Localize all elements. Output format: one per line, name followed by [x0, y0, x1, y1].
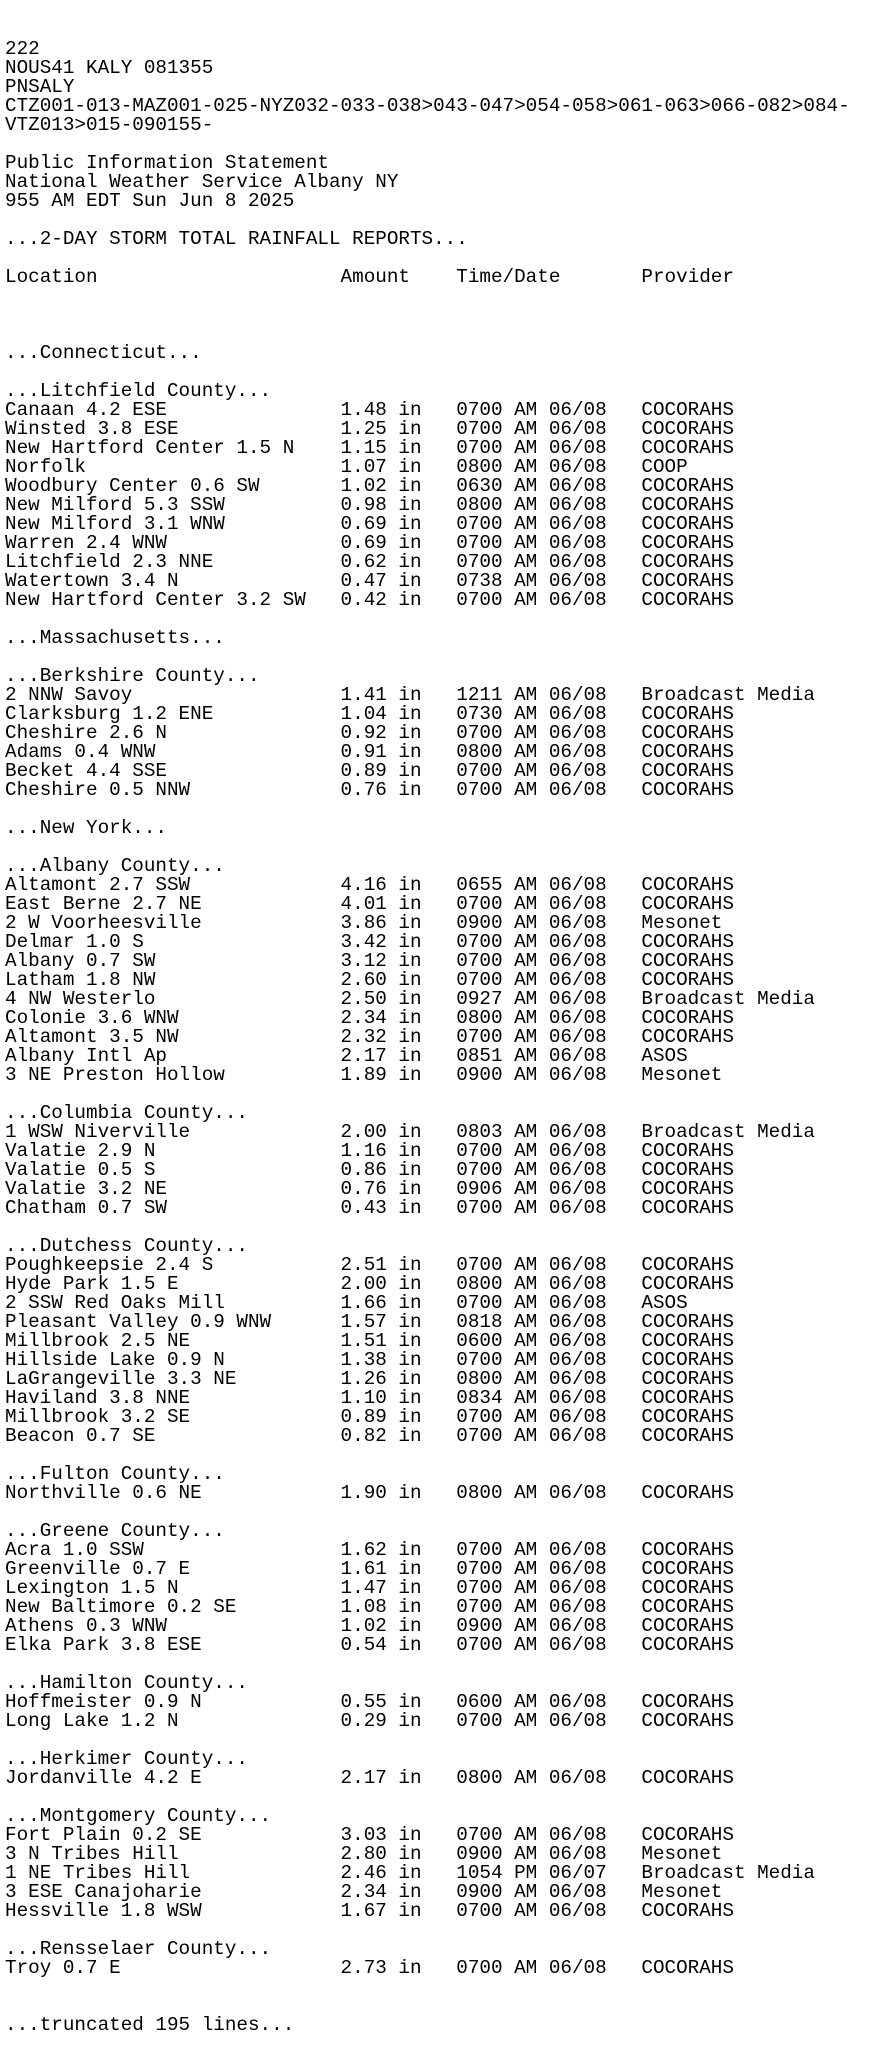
report-row: Adams 0.4 WNW 0.91 in 0800 AM 06/08 COCORAHS	[5, 741, 734, 763]
report-row: Lexington 1.5 N 1.47 in 0700 AM 06/08 COCORAHS	[5, 1577, 734, 1599]
report-row: New Hartford Center 1.5 N 1.15 in 0700 AM 06/08 COCORAHS	[5, 437, 734, 459]
report-row: Latham 1.8 NW 2.60 in 0700 AM 06/08 COCORAHS	[5, 969, 734, 991]
report-title: ...2-DAY STORM TOTAL RAINFALL REPORTS...	[5, 228, 468, 250]
county-heading: ...Albany County...	[5, 855, 225, 877]
blank-line	[5, 287, 850, 306]
report-row: Hessville 1.8 WSW 1.67 in 0700 AM 06/08 COCORAHS	[5, 1900, 734, 1922]
report-row: Beacon 0.7 SE 0.82 in 0700 AM 06/08 COCORAHS	[5, 1425, 734, 1447]
report-row: Albany 0.7 SW 3.12 in 0700 AM 06/08 COCORAHS	[5, 950, 734, 972]
truncation-note: ...truncated 195 lines...	[5, 2014, 295, 2036]
report-row: 1 WSW Niverville 2.00 in 0803 AM 06/08 Broadcast Media	[5, 1121, 815, 1143]
report-row: Delmar 1.0 S 3.42 in 0700 AM 06/08 COCORAHS	[5, 931, 734, 953]
county-heading: ...Dutchess County...	[5, 1235, 248, 1257]
report-row: Valatie 2.9 N 1.16 in 0700 AM 06/08 COCORAHS	[5, 1140, 734, 1162]
header-line: National Weather Service Albany NY	[5, 171, 399, 193]
header-line: Public Information Statement	[5, 152, 329, 174]
report-row: Hillside Lake 0.9 N 1.38 in 0700 AM 06/08 COCORAHS	[5, 1349, 734, 1371]
report-row: Watertown 3.4 N 0.47 in 0738 AM 06/08 COCORAHS	[5, 570, 734, 592]
report-row: Millbrook 3.2 SE 0.89 in 0700 AM 06/08 COCORAHS	[5, 1406, 734, 1428]
header-line: PNSALY	[5, 76, 75, 98]
report-row: 4 NW Westerlo 2.50 in 0927 AM 06/08 Broadcast Media	[5, 988, 815, 1010]
county-heading: ...Fulton County...	[5, 1463, 225, 1485]
report-row: Becket 4.4 SSE 0.89 in 0700 AM 06/08 COCORAHS	[5, 760, 734, 782]
county-heading: ...Berkshire County...	[5, 665, 260, 687]
column-headers: Location Amount Time/Date Provider	[5, 266, 734, 288]
report-row: Clarksburg 1.2 ENE 1.04 in 0730 AM 06/08 COCORAHS	[5, 703, 734, 725]
report-row: Athens 0.3 WNW 1.02 in 0900 AM 06/08 COCORAHS	[5, 1615, 734, 1637]
report-row: 2 W Voorheesville 3.86 in 0900 AM 06/08 Mesonet	[5, 912, 723, 934]
report-row: Acra 1.0 SSW 1.62 in 0700 AM 06/08 COCORAHS	[5, 1539, 734, 1561]
report-row: Cheshire 0.5 NNW 0.76 in 0700 AM 06/08 COCORAHS	[5, 779, 734, 801]
report-row: Fort Plain 0.2 SE 3.03 in 0700 AM 06/08 COCORAHS	[5, 1824, 734, 1846]
report-row: LaGrangeville 3.3 NE 1.26 in 0800 AM 06/08 COCORAHS	[5, 1368, 734, 1390]
report-row: Norfolk 1.07 in 0800 AM 06/08 COOP	[5, 456, 688, 478]
report-row: Valatie 3.2 NE 0.76 in 0906 AM 06/08 COCORAHS	[5, 1178, 734, 1200]
report-row: Albany Intl Ap 2.17 in 0851 AM 06/08 ASOS	[5, 1045, 688, 1067]
report-row: New Baltimore 0.2 SE 1.08 in 0700 AM 06/08 COCORAHS	[5, 1596, 734, 1618]
header-line: 955 AM EDT Sun Jun 8 2025	[5, 190, 295, 212]
report-row: Haviland 3.8 NNE 1.10 in 0834 AM 06/08 COCORAHS	[5, 1387, 734, 1409]
header-line: VTZ013>015-090155-	[5, 114, 214, 136]
report-row: East Berne 2.7 NE 4.01 in 0700 AM 06/08 COCORAHS	[5, 893, 734, 915]
report-row: Hoffmeister 0.9 N 0.55 in 0600 AM 06/08 COCORAHS	[5, 1691, 734, 1713]
state-heading: ...Massachusetts...	[5, 627, 225, 649]
county-heading: ...Hamilton County...	[5, 1672, 248, 1694]
header-line: 222	[5, 38, 40, 60]
header-line: NOUS41 KALY 081355	[5, 57, 214, 79]
report-row: Elka Park 3.8 ESE 0.54 in 0700 AM 06/08 COCORAHS	[5, 1634, 734, 1656]
rainfall-report-document	[5, 2, 850, 2054]
report-row: New Milford 3.1 WNW 0.69 in 0700 AM 06/08 COCORAHS	[5, 513, 734, 535]
report-row: Canaan 4.2 ESE 1.48 in 0700 AM 06/08 COCORAHS	[5, 399, 734, 421]
report-row: New Milford 5.3 SSW 0.98 in 0800 AM 06/08 COCORAHS	[5, 494, 734, 516]
report-row: Pleasant Valley 0.9 WNW 1.57 in 0818 AM 06/08 COCORAHS	[5, 1311, 734, 1333]
rainfall-report-table	[5, 344, 850, 1978]
report-row: Warren 2.4 WNW 0.69 in 0700 AM 06/08 COCORAHS	[5, 532, 734, 554]
report-row: Millbrook 2.5 NE 1.51 in 0600 AM 06/08 COCORAHS	[5, 1330, 734, 1352]
blank-line	[5, 1921, 850, 1940]
report-row: Greenville 0.7 E 1.61 in 0700 AM 06/08 COCORAHS	[5, 1558, 734, 1580]
report-row: 3 NE Preston Hollow 1.89 in 0900 AM 06/08 Mesonet	[5, 1064, 723, 1086]
report-row: Litchfield 2.3 NNE 0.62 in 0700 AM 06/08 COCORAHS	[5, 551, 734, 573]
state-heading: ...Connecticut...	[5, 342, 202, 364]
report-row: 3 ESE Canajoharie 2.34 in 0900 AM 06/08 Mesonet	[5, 1881, 723, 1903]
report-row: Altamont 3.5 NW 2.32 in 0700 AM 06/08 COCORAHS	[5, 1026, 734, 1048]
header-line: CTZ001-013-MAZ001-025-NYZ032-033-038>043-047>054-058>061-063>066-082>084-	[5, 95, 850, 117]
report-row: Winsted 3.8 ESE 1.25 in 0700 AM 06/08 COCORAHS	[5, 418, 734, 440]
county-heading: ...Greene County...	[5, 1520, 225, 1542]
report-row: 2 SSW Red Oaks Mill 1.66 in 0700 AM 06/08 ASOS	[5, 1292, 688, 1314]
report-header	[5, 40, 850, 306]
report-row: Altamont 2.7 SSW 4.16 in 0655 AM 06/08 COCORAHS	[5, 874, 734, 896]
report-row: New Hartford Center 3.2 SW 0.42 in 0700 AM 06/08 COCORAHS	[5, 589, 734, 611]
report-row: Chatham 0.7 SW 0.43 in 0700 AM 06/08 COCORAHS	[5, 1197, 734, 1219]
county-heading: ...Columbia County...	[5, 1102, 248, 1124]
report-row: 1 NE Tribes Hill 2.46 in 1054 PM 06/07 Broadcast Media	[5, 1862, 815, 1884]
report-row: Long Lake 1.2 N 0.29 in 0700 AM 06/08 COCORAHS	[5, 1710, 734, 1732]
county-heading: ...Litchfield County...	[5, 380, 272, 402]
report-row: 2 NNW Savoy 1.41 in 1211 AM 06/08 Broadcast Media	[5, 684, 815, 706]
county-heading: ...Herkimer County...	[5, 1748, 248, 1770]
report-row: 3 N Tribes Hill 2.80 in 0900 AM 06/08 Mesonet	[5, 1843, 723, 1865]
report-row: Hyde Park 1.5 E 2.00 in 0800 AM 06/08 COCORAHS	[5, 1273, 734, 1295]
report-row: Jordanville 4.2 E 2.17 in 0800 AM 06/08 COCORAHS	[5, 1767, 734, 1789]
report-row: Northville 0.6 NE 1.90 in 0800 AM 06/08 COCORAHS	[5, 1482, 734, 1504]
report-row: Cheshire 2.6 N 0.92 in 0700 AM 06/08 COCORAHS	[5, 722, 734, 744]
county-heading: ...Rensselaer County...	[5, 1938, 272, 1960]
report-row: Woodbury Center 0.6 SW 1.02 in 0630 AM 06/08 COCORAHS	[5, 475, 734, 497]
state-heading: ...New York...	[5, 817, 167, 839]
report-row: Poughkeepsie 2.4 S 2.51 in 0700 AM 06/08 COCORAHS	[5, 1254, 734, 1276]
county-heading: ...Montgomery County...	[5, 1805, 272, 1827]
report-row: Troy 0.7 E 2.73 in 0700 AM 06/08 COCORAHS	[5, 1957, 734, 1979]
report-row: Colonie 3.6 WNW 2.34 in 0800 AM 06/08 COCORAHS	[5, 1007, 734, 1029]
report-row: Valatie 0.5 S 0.86 in 0700 AM 06/08 COCORAHS	[5, 1159, 734, 1181]
